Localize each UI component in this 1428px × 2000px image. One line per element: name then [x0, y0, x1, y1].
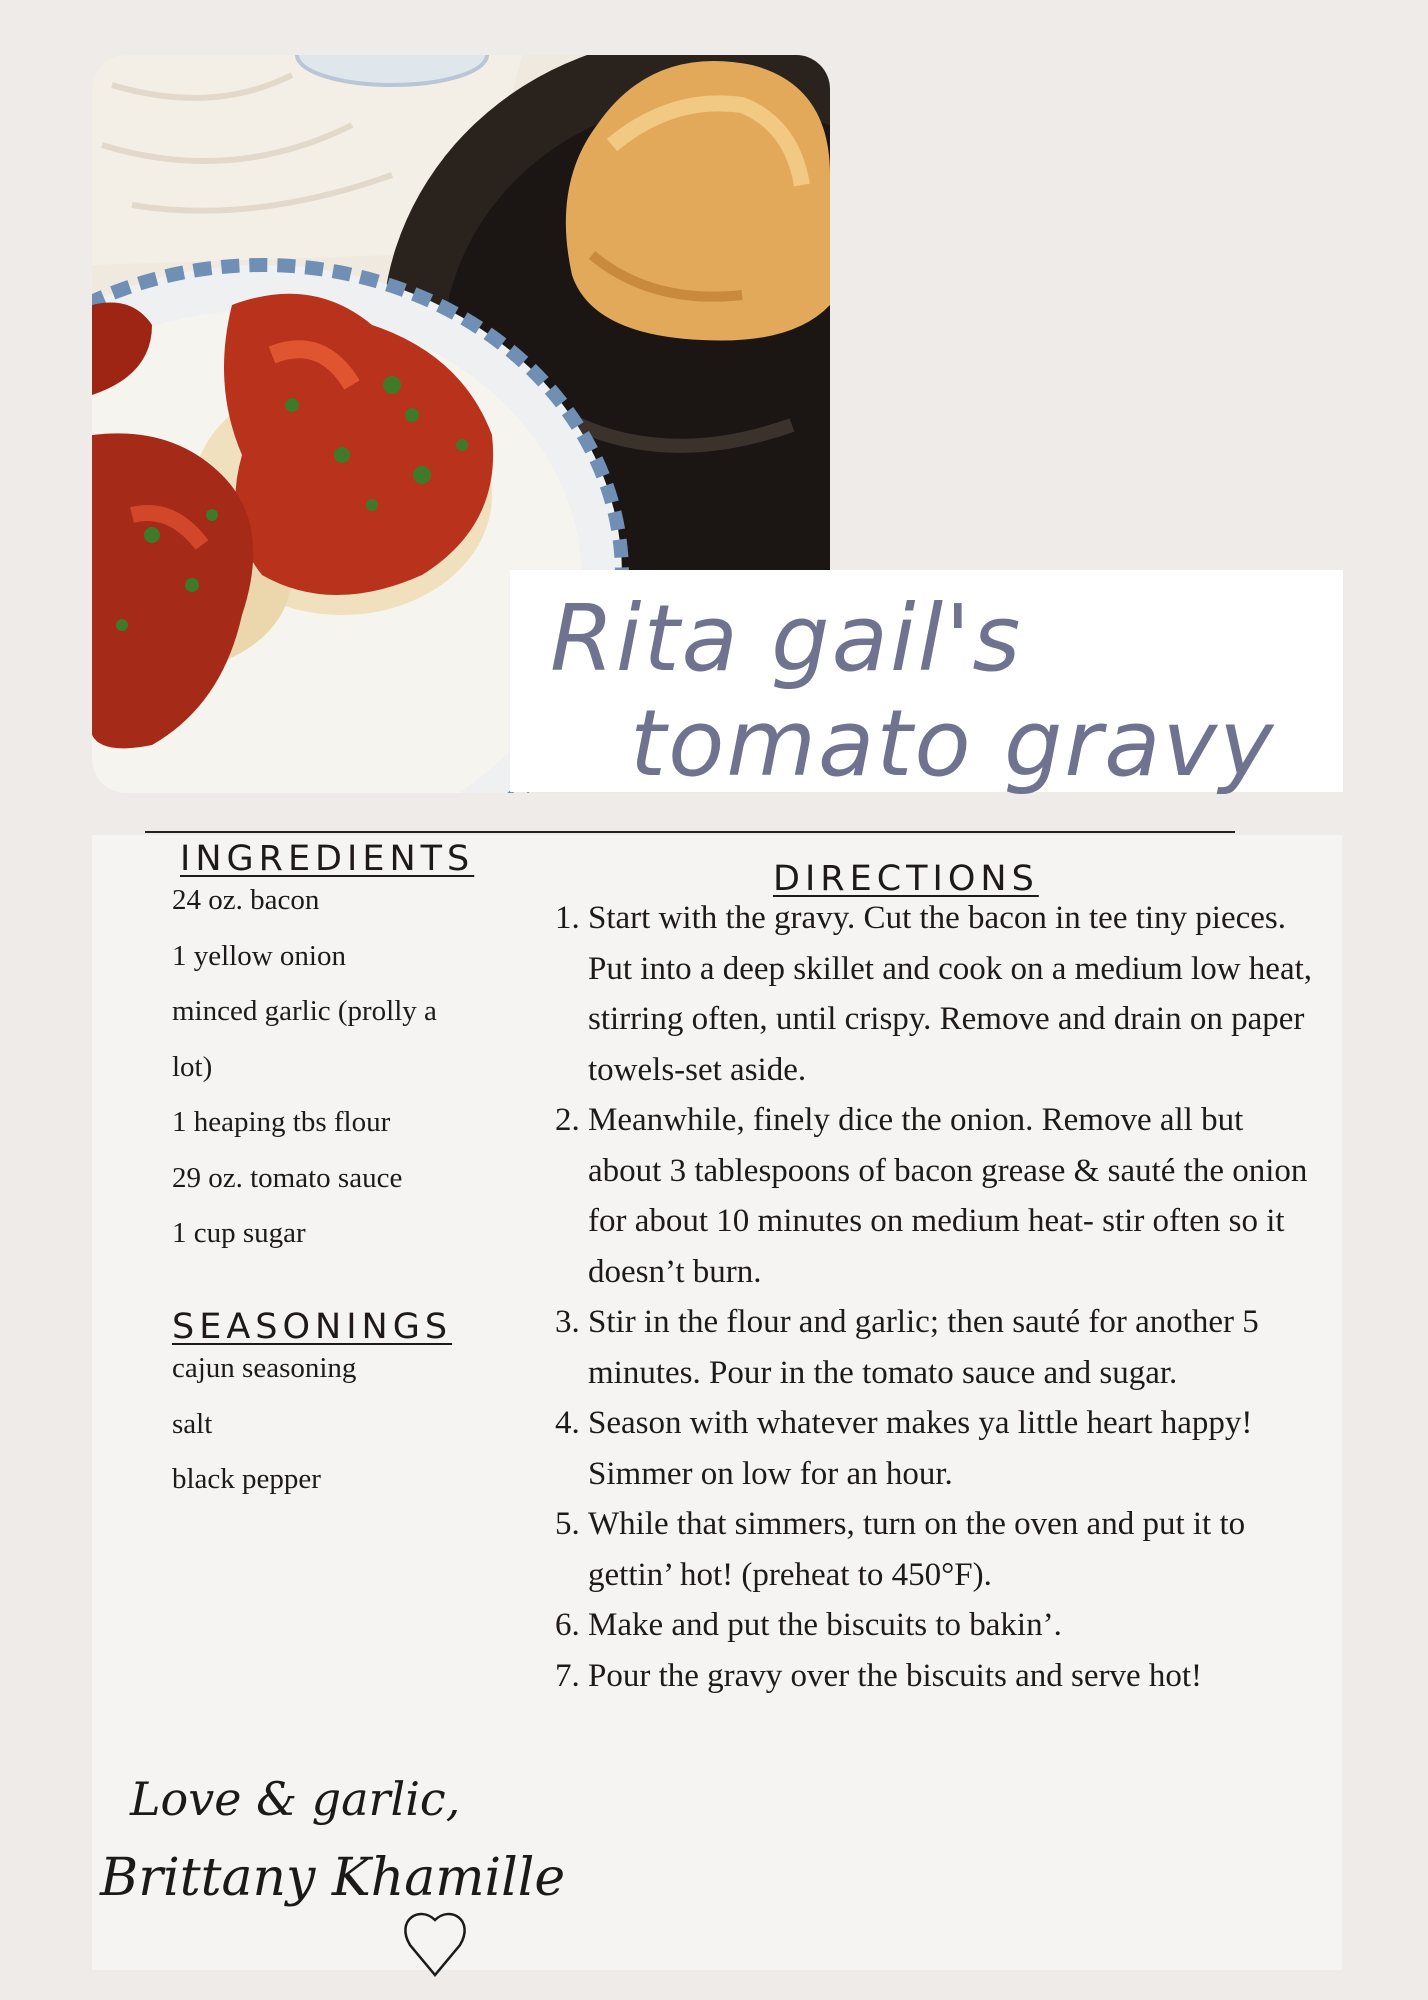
- ingredient-item: 24 oz. bacon: [172, 884, 320, 916]
- step-number: 5.: [555, 1506, 580, 1542]
- ingredient-item: 1 heaping tbs flour: [172, 1106, 391, 1138]
- step-text: Meanwhile, finely dice the onion. Remove all but about 3 tablespoons of bacon grease & sauté the onion for about 10 minutes on medium heat- stir often so it doesn’t burn.: [588, 1102, 1308, 1290]
- direction-step: [555, 1600, 1315, 1651]
- step-text: Pour the gravy over the biscuits and serve hot!: [588, 1657, 1203, 1694]
- direction-step: [555, 1651, 1315, 1702]
- heart-icon: [405, 1914, 464, 1975]
- signoff-line1: Love & garlic,: [130, 1772, 461, 1826]
- ingredient-item: minced garlic (prolly a: [172, 995, 437, 1027]
- step-number: 6.: [555, 1607, 580, 1643]
- seasoning-item: salt: [172, 1407, 213, 1440]
- ingredient-item: 1 cup sugar: [172, 1217, 306, 1249]
- directions-list: [555, 893, 1315, 1701]
- step-number: 7.: [555, 1657, 580, 1694]
- step-text: While that simmers, turn on the oven and put it to gettin’ hot! (preheat to 450°F).: [588, 1506, 1246, 1593]
- recipe-title-card: [510, 570, 1343, 797]
- directions-heading: DIRECTIONS: [773, 859, 1039, 899]
- seasonings-heading: SEASONINGS: [172, 1307, 453, 1347]
- step-text: Season with whatever makes ya little heart happy! Simmer on low for an hour.: [588, 1405, 1253, 1492]
- direction-step: [555, 1398, 1315, 1499]
- recipe-title-handwriting: [510, 570, 1343, 860]
- step-number: 4.: [555, 1405, 580, 1441]
- seasoning-item: cajun seasoning: [172, 1352, 357, 1384]
- step-text: Make and put the biscuits to bakin’.: [588, 1607, 1062, 1643]
- direction-step: [555, 893, 1315, 1095]
- step-number: 2.: [555, 1102, 580, 1138]
- step-text: Stir in the flour and garlic; then sauté for another 5 minutes. Pour in the tomato sauce and sugar.: [588, 1304, 1259, 1391]
- direction-step: [555, 1499, 1315, 1600]
- divider: [145, 831, 1235, 833]
- direction-step: [555, 1297, 1315, 1398]
- ingredient-item: 29 oz. tomato sauce: [172, 1161, 403, 1194]
- ingredient-item: lot): [172, 1050, 213, 1083]
- step-text: Start with the gravy. Cut the bacon in tee tiny pieces. Put into a deep skillet and cook on a medium low heat, stirring often, until crispy. Remove and drain on paper towels-set aside.: [588, 900, 1313, 1088]
- ingredients-list: [172, 873, 502, 1262]
- step-number: 1.: [555, 900, 580, 936]
- direction-step: [555, 1095, 1315, 1297]
- seasoning-item: black pepper: [172, 1463, 321, 1495]
- signoff-line2: Brittany Khamille: [100, 1848, 566, 1908]
- recipe-title-line2: tomato gravy: [630, 690, 1276, 797]
- ingredient-item: 1 yellow onion: [172, 939, 346, 972]
- step-number: 3.: [555, 1304, 580, 1340]
- seasonings-list: [172, 1341, 502, 1508]
- ingredients-heading: INGREDIENTS: [180, 839, 475, 879]
- signature: [90, 1745, 566, 1985]
- recipe-title-line1: Rita gail's: [550, 585, 1023, 692]
